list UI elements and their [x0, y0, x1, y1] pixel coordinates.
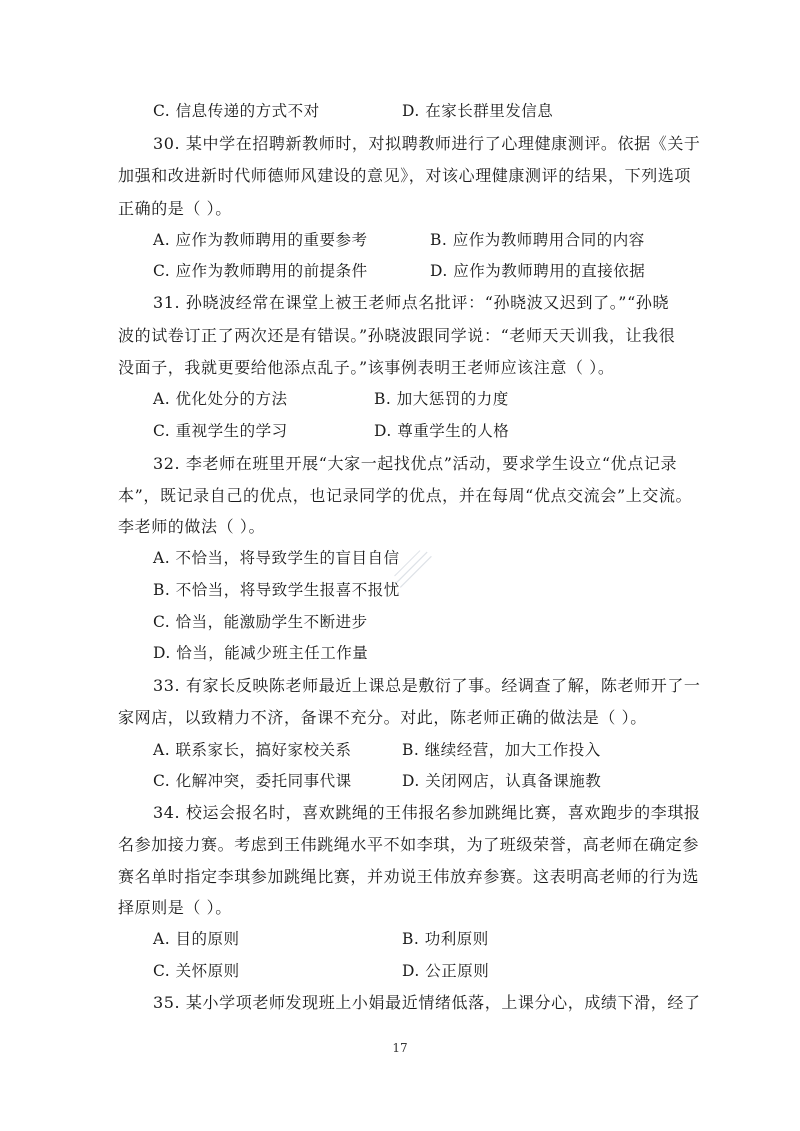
question-30-line-2: 加强和改进新时代师德师风建设的意见》，对该心理健康测评的结果，下列选项 — [118, 166, 692, 185]
page-number: 17 — [392, 1041, 408, 1055]
question-34-option-c: C. 关怀原则 — [153, 962, 240, 980]
question-33-option-a: A. 联系家长，搞好家校关系 — [153, 741, 352, 759]
question-32-option-c: C. 恰当，能激励学生不断进步 — [153, 613, 368, 631]
question-31-option-a: A. 优化处分的方法 — [153, 390, 288, 408]
question-32-line-2: 本”，既记录自己的优点，也记录同学的优点，并在每周“优点交流会”上交流。 — [118, 486, 693, 505]
question-34-option-b: B. 功利原则 — [402, 930, 489, 948]
question-33-option-b: B. 继续经营，加大工作投入 — [402, 741, 601, 759]
question-34-option-a: A. 目的原则 — [153, 930, 240, 948]
question-31-option-b: B. 加大惩罚的力度 — [374, 390, 509, 408]
question-34-line-4: 择原则是（ ）。 — [118, 898, 232, 917]
question-30-option-b: B. 应作为教师聘用合同的内容 — [430, 231, 645, 249]
question-31-line-2: 波的试卷订正了两次还是有错误。”孙晓波跟同学说：“老师天天训我，让我很 — [118, 326, 676, 345]
question-34-line-3: 赛名单时指定李琪参加跳绳比赛，并劝说王伟放弃参赛。这表明高老师的行为选 — [118, 867, 700, 886]
question-32-option-b: B. 不恰当，将导致学生报喜不报忧 — [153, 581, 400, 599]
question-31-option-c: C. 重视学生的学习 — [153, 422, 288, 440]
question-30-line-1: 30. 某中学在招聘新教师时，对拟聘教师进行了心理健康测评。依据《关于 — [153, 134, 701, 153]
question-31-line-1: 31. 孙晓波经常在课堂上被王老师点名批评：“孙晓波又迟到了。”“孙晓 — [153, 293, 670, 312]
watermark-stamp — [384, 540, 444, 600]
question-32-option-a: A. 不恰当，将导致学生的盲目自信 — [153, 549, 400, 567]
option-d-prev: D. 在家长群里发信息 — [402, 102, 554, 120]
question-30-option-a: A. 应作为教师聘用的重要参考 — [153, 231, 368, 249]
question-34-option-d: D. 公正原则 — [402, 962, 490, 980]
question-33-option-c: C. 化解冲突，委托同事代课 — [153, 772, 352, 790]
question-33-line-1: 33. 有家长反映陈老师最近上课总是敷衍了事。经调查了解，陈老师开了一 — [153, 676, 701, 695]
question-30-option-d: D. 应作为教师聘用的直接依据 — [430, 262, 646, 280]
question-33-line-2: 家网店，以致精力不济，备课不充分。对此，陈老师正确的做法是（ ）。 — [118, 708, 647, 727]
question-30-option-c: C. 应作为教师聘用的前提条件 — [153, 262, 368, 280]
question-31-line-3: 没面子，我就更要给他添点乱子。”该事例表明王老师应该注意（ ）。 — [118, 358, 615, 377]
question-32-option-d: D. 恰当，能减少班主任工作量 — [153, 644, 369, 662]
option-c-prev: C. 信息传递的方式不对 — [153, 102, 320, 120]
question-35-line-1: 35. 某小学项老师发现班上小娟最近情绪低落，上课分心，成绩下滑，经了 — [153, 993, 701, 1012]
question-34-line-1: 34. 校运会报名时，喜欢跳绳的王伟报名参加跳绳比赛，喜欢跑步的李琪报 — [153, 803, 701, 822]
question-32-line-3: 李老师的做法（ ）。 — [118, 517, 266, 536]
question-31-option-d: D. 尊重学生的人格 — [374, 422, 510, 440]
question-34-line-2: 名参加接力赛。考虑到王伟跳绳水平不如李琪，为了班级荣誉，高老师在确定参 — [118, 835, 700, 854]
question-32-line-1: 32. 李老师在班里开展“大家一起找优点”活动，要求学生设立“优点记录 — [153, 454, 678, 473]
question-30-line-3: 正确的是（ ）。 — [118, 199, 232, 218]
question-33-option-d: D. 关闭网店，认真备课施教 — [402, 772, 602, 790]
